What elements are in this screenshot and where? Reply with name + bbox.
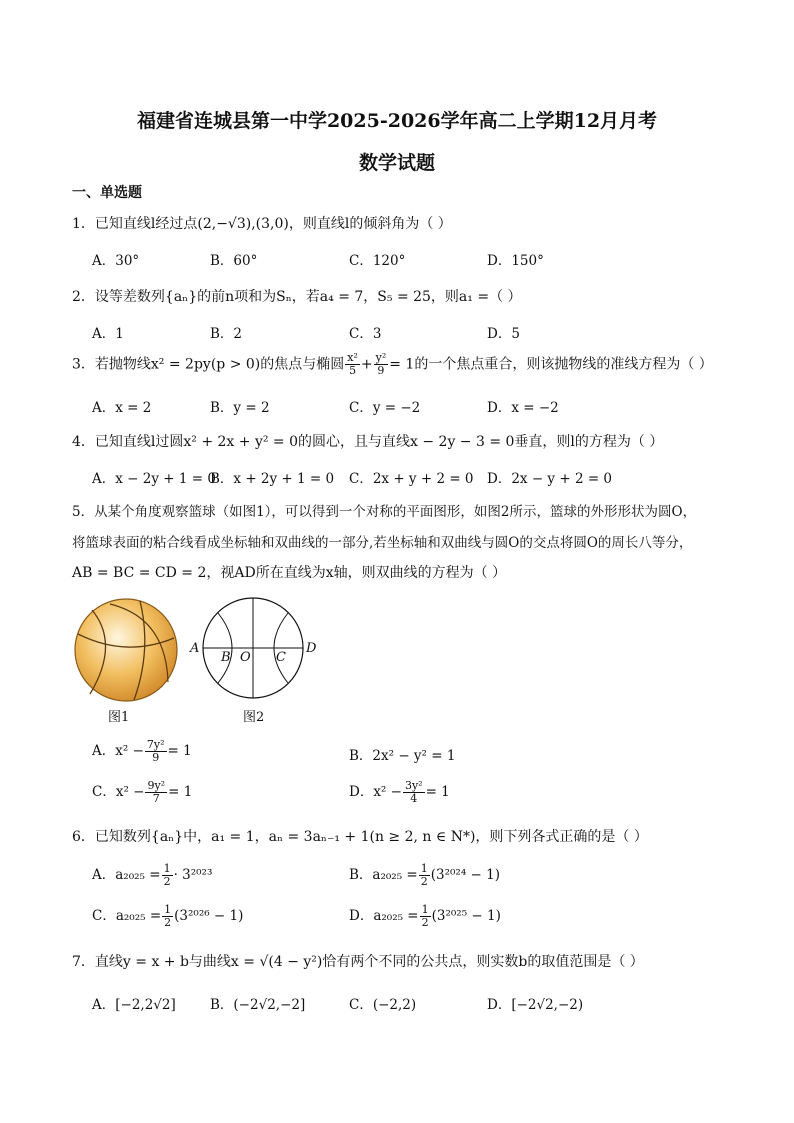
q5-option-a: A．x² − $\frac{\text{7y²}}{9}$ = 1 [92, 738, 192, 764]
point-o-label: O [240, 650, 251, 665]
q1-option-a: A．30° [92, 253, 140, 269]
section-heading: 一、单选题 [72, 185, 142, 201]
ellipse-frac-x: $\frac{\text{x²}}{5}$ [347, 351, 358, 377]
question-4-stem: 4．已知直线l过圆x² + 2x + y² = 0的圆心，且与直线x − 2y − 3 = 0垂直，则l的方程为（ ） [72, 434, 664, 450]
question-7-stem: 7．直线y = x + b与曲线x = √(4 − y²)恰有两个不同的公共点，则实数b的取值范围是（ ） [72, 954, 644, 970]
q3-option-c: C．y = −2 [349, 400, 421, 416]
point-a-label: A [190, 641, 200, 656]
q1-option-d: D．150° [487, 253, 544, 269]
circle-diagram-figure-2 [198, 596, 308, 700]
exam-title: 福建省连城县第一中学2025-2026学年高二上学期12月月考 [136, 110, 658, 132]
q6-option-d: D．a₂₀₂₅ = $\frac{1}{2}$ (3²⁰²⁵ − 1) [349, 903, 501, 929]
question-1-stem: 1．已知直线l经过点(2,−√3),(3,0)，则直线l的倾斜角为（ ） [72, 216, 452, 232]
q1-option-c: C．120° [349, 253, 406, 269]
exam-subtitle: 数学试题 [358, 152, 435, 174]
q7-option-c: C．(−2,2) [349, 997, 417, 1013]
question-5-line-3: AB = BC = CD = 2，视AD所在直线为x轴，则双曲线的方程为（ ） [72, 565, 507, 581]
question-2-stem: 2．设等差数列{aₙ}的前n项和为Sₙ，若a₄ = 7，S₅ = 25，则a₁ =（ ） [72, 289, 522, 305]
q2-option-c: C．3 [349, 326, 382, 342]
q4-option-b: B．x + 2y + 1 = 0 [210, 471, 335, 487]
figure-2-caption: 图2 [243, 710, 265, 725]
question-5-line-1: 5．从某个角度观察篮球（如图1），可以得到一个对称的平面图形，如图2所示，篮球的外形形状为圆O， [72, 504, 697, 520]
q1-option-b: B．60° [210, 253, 258, 269]
q6-option-a: A．a₂₀₂₅ = $\frac{1}{2}$ · 3²⁰²³ [92, 862, 213, 888]
q6-option-c: C．a₂₀₂₅ = $\frac{1}{2}$ (3²⁰²⁶ − 1) [92, 903, 244, 929]
basketball-figure-1 [70, 598, 182, 704]
q4-option-a: A．x − 2y + 1 = 0 [92, 471, 216, 487]
q7-option-b: B．(−2√2,−2] [210, 997, 306, 1013]
q3-option-b: B．y = 2 [210, 400, 270, 416]
ellipse-frac-y: $\frac{\text{y²}}{9}$ [375, 351, 387, 377]
figure-1-caption: 图1 [108, 710, 130, 725]
q5-option-d: D．x² − $\frac{\text{3y²}}{4}$ = 1 [349, 779, 450, 805]
q5-option-c: C．x² − $\frac{\text{9y²}}{7}$ = 1 [92, 779, 193, 805]
q2-option-a: A．1 [92, 326, 124, 342]
q3-option-d: D．x = −2 [487, 400, 559, 416]
question-5-line-2: 将篮球表面的粘合线看成坐标轴和双曲线的一部分,若坐标轴和双曲线与圆O的交点将圆O的周长八等分， [72, 535, 693, 551]
question-3-stem: 3．若抛物线x² = 2py(p > 0)的焦点与椭圆 $\frac{\text{x²}}{5}$ + $\frac{\text{y²}}{9}$ = 1的一个焦点重合，则该抛物线的准线方程为（ ） [72, 351, 713, 377]
point-b-label: B [221, 650, 231, 665]
q4-option-c: C．2x + y + 2 = 0 [349, 471, 474, 487]
q2-option-d: D．5 [487, 326, 520, 342]
q2-option-b: B．2 [210, 326, 243, 342]
point-d-label: D [306, 641, 317, 656]
question-6-stem: 6．已知数列{aₙ}中，a₁ = 1，aₙ = 3aₙ₋₁ + 1(n ≥ 2, n ∈ N*)，则下列各式正确的是（ ） [72, 829, 648, 845]
q5-option-b: B．2x² − y² = 1 [349, 748, 456, 764]
q3-option-a: A．x = 2 [92, 400, 152, 416]
q4-option-d: D．2x − y + 2 = 0 [487, 471, 613, 487]
q7-option-d: D．[−2√2,−2) [487, 997, 584, 1013]
point-c-label: C [276, 650, 286, 665]
q7-option-a: A．[−2,2√2] [92, 997, 176, 1013]
q6-option-b: B．a₂₀₂₅ = $\frac{1}{2}$ (3²⁰²⁴ − 1) [349, 862, 500, 888]
